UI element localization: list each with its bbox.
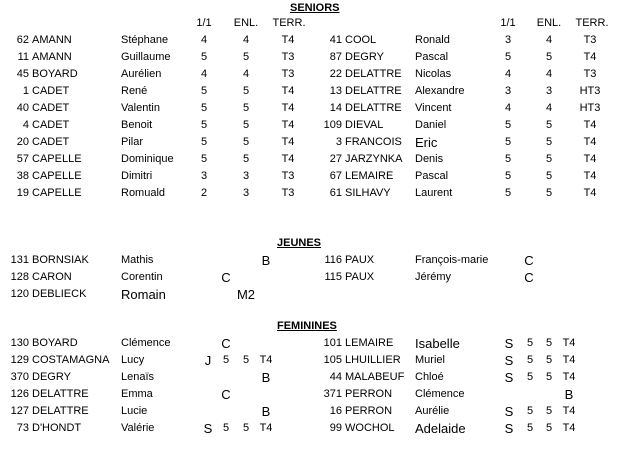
value-1-1: 4 (504, 102, 512, 114)
value-enl: 5 (545, 405, 553, 417)
value-1-1: 3 (200, 170, 208, 182)
value-enl: 4 (545, 102, 553, 114)
category: S (504, 370, 514, 385)
value-enl: 5 (242, 102, 250, 114)
player-lastname: AMANN (32, 34, 72, 46)
player-number: 19 (16, 187, 29, 199)
value-terr: HT3 (579, 102, 601, 114)
category: S (504, 404, 514, 419)
player-lastname: WOCHOL (345, 422, 395, 434)
player-lastname: DELATTRE (345, 85, 402, 97)
section-title-jeunes: JEUNES (277, 237, 322, 249)
player-lastname: LEMAIRE (345, 170, 394, 182)
value-1-1: 5 (526, 337, 534, 349)
player-number: 120 (10, 288, 29, 300)
value-enl: 5 (242, 136, 250, 148)
player-lastname: DEGRY (32, 371, 71, 383)
player-firstname: Aurélie (415, 405, 450, 417)
player-number: 13 (329, 85, 342, 97)
player-lastname: BOYARD (32, 68, 78, 80)
player-firstname: Corentin (121, 271, 163, 283)
player-lastname: PAUX (345, 254, 375, 266)
player-lastname: DIEVAL (345, 119, 384, 131)
player-firstname: Benoit (121, 119, 153, 131)
value-terr: T3 (583, 68, 597, 80)
player-number: 61 (329, 187, 342, 199)
value-enl: B (261, 404, 271, 419)
value-terr: T4 (583, 119, 597, 131)
player-number: 370 (10, 371, 29, 383)
value-terr: T4 (281, 34, 295, 46)
value-terr: T4 (281, 85, 295, 97)
value-enl: 5 (242, 422, 250, 434)
value-1-1: 5 (526, 422, 534, 434)
value-enl: 4 (545, 68, 553, 80)
value-1-1: 3 (504, 85, 512, 97)
header-enl: ENL. (536, 17, 562, 29)
player-firstname: Lucy (121, 354, 145, 366)
player-firstname: Dimitri (121, 170, 153, 182)
player-lastname: MALABEUF (345, 371, 405, 383)
player-firstname: Aurélien (121, 68, 162, 80)
value-terr: T4 (583, 153, 597, 165)
player-lastname: DEBLIECK (32, 288, 87, 300)
value-terr: T4 (259, 422, 273, 434)
player-lastname: CAPELLE (32, 170, 82, 182)
value-1-1: 5 (504, 119, 512, 131)
player-number: 41 (329, 34, 342, 46)
value-terr: T3 (281, 187, 295, 199)
value-1-1: 5 (504, 170, 512, 182)
header-terr: TERR. (575, 17, 609, 29)
player-lastname: DELATTRE (345, 102, 402, 114)
value-enl: B (261, 370, 271, 385)
player-lastname: LEMAIRE (345, 337, 394, 349)
player-lastname: PERRON (345, 405, 393, 417)
value-1-1: 5 (526, 371, 534, 383)
value-enl: 5 (545, 153, 553, 165)
category: C (221, 387, 231, 402)
category: C (524, 270, 534, 285)
section-title-seniors: SENIORS (290, 2, 340, 14)
value-enl: M2 (236, 287, 256, 302)
player-number: 101 (323, 337, 342, 349)
value-terr: T4 (583, 187, 597, 199)
value-enl: 5 (242, 51, 250, 63)
value-enl: 5 (545, 136, 553, 148)
player-firstname: Ronald (415, 34, 450, 46)
value-1-1: 5 (504, 187, 512, 199)
value-1-1: 5 (222, 422, 230, 434)
value-terr: T4 (281, 102, 295, 114)
header-terr: TERR. (272, 17, 306, 29)
value-terr: T3 (583, 34, 597, 46)
value-1-1: 5 (504, 51, 512, 63)
player-firstname: Romuald (121, 187, 166, 199)
header-enl: ENL. (233, 17, 259, 29)
player-number: 20 (16, 136, 29, 148)
player-lastname: CADET (32, 119, 70, 131)
value-1-1: 5 (200, 136, 208, 148)
player-lastname: PERRON (345, 388, 393, 400)
section-title-feminines: FEMININES (277, 320, 337, 332)
player-number: 105 (323, 354, 342, 366)
player-number: 27 (329, 153, 342, 165)
value-enl: 5 (242, 119, 250, 131)
player-number: 14 (329, 102, 342, 114)
value-terr: T4 (562, 354, 576, 366)
value-1-1: 2 (200, 187, 208, 199)
value-enl: 5 (242, 85, 250, 97)
player-lastname: CAPELLE (32, 187, 82, 199)
player-firstname: Valentin (121, 102, 160, 114)
player-firstname: Lenaïs (121, 371, 155, 383)
value-terr: T4 (583, 170, 597, 182)
value-terr: T4 (562, 422, 576, 434)
player-firstname: Valérie (121, 422, 155, 434)
player-lastname: FRANCOIS (345, 136, 402, 148)
player-number: 115 (324, 271, 342, 283)
value-enl: 5 (545, 371, 553, 383)
player-firstname: Daniel (415, 119, 447, 131)
header-1-1: 1/1 (500, 17, 516, 29)
player-lastname: CADET (32, 102, 70, 114)
value-terr: T4 (583, 51, 597, 63)
player-firstname: Mathis (121, 254, 154, 266)
player-firstname: Guillaume (121, 51, 171, 63)
value-enl: 4 (545, 34, 553, 46)
player-number: 87 (329, 51, 342, 63)
value-enl: 5 (545, 187, 553, 199)
player-lastname: DELATTRE (345, 68, 402, 80)
player-firstname: Emma (121, 388, 153, 400)
player-firstname: François-marie (415, 254, 489, 266)
player-firstname: Clémence (415, 388, 465, 400)
player-firstname: Romain (121, 287, 166, 302)
value-terr: T4 (281, 153, 295, 165)
value-terr: T4 (562, 337, 576, 349)
player-firstname: Nicolas (415, 68, 452, 80)
value-1-1: 5 (200, 102, 208, 114)
value-1-1: 5 (526, 405, 534, 417)
player-number: 73 (16, 422, 29, 434)
value-terr: T4 (583, 136, 597, 148)
player-firstname: Pascal (415, 170, 449, 182)
player-firstname: Pilar (121, 136, 144, 148)
value-terr: T3 (281, 51, 295, 63)
value-1-1: 5 (200, 153, 208, 165)
category: C (221, 336, 231, 351)
player-lastname: PAUX (345, 271, 375, 283)
player-firstname: Adelaide (415, 421, 466, 436)
player-number: 4 (22, 119, 29, 131)
player-number: 130 (10, 337, 29, 349)
player-number: 127 (10, 405, 29, 417)
value-terr: T4 (281, 119, 295, 131)
player-lastname: AMANN (32, 51, 72, 63)
player-firstname: Muriel (415, 354, 445, 366)
player-lastname: D'HONDT (32, 422, 82, 434)
player-number: 62 (16, 34, 29, 46)
player-firstname: Stéphane (121, 34, 169, 46)
value-enl: 3 (242, 187, 250, 199)
player-number: 67 (329, 170, 342, 182)
header-1-1: 1/1 (196, 17, 212, 29)
player-number: 16 (329, 405, 342, 417)
category: C (524, 253, 534, 268)
player-number: 131 (10, 254, 29, 266)
player-firstname: Vincent (415, 102, 452, 114)
player-lastname: CADET (32, 136, 70, 148)
player-number: 129 (10, 354, 29, 366)
player-number: 3 (335, 136, 342, 148)
player-firstname: Eric (415, 135, 438, 150)
player-lastname: CAPELLE (32, 153, 82, 165)
value-1-1: 4 (504, 68, 512, 80)
player-firstname: Alexandre (415, 85, 465, 97)
player-number: 371 (323, 388, 342, 400)
value-enl: 5 (545, 337, 553, 349)
value-enl: 3 (545, 85, 553, 97)
value-terr: T3 (281, 68, 295, 80)
player-lastname: LHUILLIER (345, 354, 401, 366)
value-enl: 5 (545, 51, 553, 63)
player-firstname: Isabelle (415, 336, 460, 351)
player-number: 126 (10, 388, 29, 400)
value-enl: 5 (242, 153, 250, 165)
player-lastname: CADET (32, 85, 70, 97)
player-lastname: DELATTRE (32, 388, 89, 400)
value-1-1: 5 (200, 85, 208, 97)
value-terr: T3 (281, 170, 295, 182)
player-lastname: COSTAMAGNA (32, 354, 110, 366)
player-number: 116 (324, 254, 342, 266)
value-enl: B (261, 253, 271, 268)
player-firstname: René (121, 85, 148, 97)
player-firstname: Pascal (415, 51, 449, 63)
player-number: 57 (16, 153, 29, 165)
value-enl: 5 (242, 354, 250, 366)
player-firstname: Clémence (121, 337, 171, 349)
player-firstname: Lucie (121, 405, 148, 417)
player-number: 38 (16, 170, 29, 182)
player-firstname: Chloé (415, 371, 444, 383)
value-terr: HT3 (579, 85, 601, 97)
category: S (504, 421, 514, 436)
value-enl: 3 (242, 170, 250, 182)
value-1-1: 5 (222, 354, 230, 366)
value-terr: T4 (281, 136, 295, 148)
category: S (504, 353, 514, 368)
category: S (504, 336, 514, 351)
player-firstname: Jérémy (415, 271, 452, 283)
player-number: 99 (329, 422, 342, 434)
player-number: 128 (10, 271, 29, 283)
value-enl: 5 (545, 422, 553, 434)
player-lastname: DEGRY (345, 51, 384, 63)
player-lastname: CARON (32, 271, 72, 283)
value-enl: 4 (242, 68, 250, 80)
value-enl: 4 (242, 34, 250, 46)
player-firstname: Denis (415, 153, 444, 165)
player-number: 40 (16, 102, 29, 114)
value-1-1: 5 (200, 119, 208, 131)
category: C (221, 270, 231, 285)
value-enl: 5 (545, 170, 553, 182)
player-firstname: Dominique (121, 153, 174, 165)
player-number: 44 (329, 371, 342, 383)
player-lastname: SILHAVY (345, 187, 391, 199)
value-1-1: 4 (200, 68, 208, 80)
category: J (204, 353, 212, 368)
value-1-1: 4 (200, 34, 208, 46)
player-number: 45 (16, 68, 29, 80)
value-terr: B (564, 387, 574, 402)
value-terr: T4 (562, 371, 576, 383)
player-lastname: JARZYNKA (345, 153, 403, 165)
player-lastname: DELATTRE (32, 405, 89, 417)
player-lastname: BORNSIAK (32, 254, 89, 266)
player-number: 109 (323, 119, 342, 131)
player-number: 22 (329, 68, 342, 80)
category: S (203, 421, 213, 436)
value-terr: T4 (562, 405, 576, 417)
value-enl: 5 (545, 119, 553, 131)
player-lastname: BOYARD (32, 337, 78, 349)
value-enl: 5 (545, 354, 553, 366)
value-1-1: 3 (504, 34, 512, 46)
player-number: 1 (22, 85, 29, 97)
player-number: 11 (17, 51, 29, 63)
value-1-1: 5 (504, 153, 512, 165)
player-lastname: COOL (345, 34, 377, 46)
value-terr: T4 (259, 354, 273, 366)
player-firstname: Laurent (415, 187, 453, 199)
value-1-1: 5 (200, 51, 208, 63)
value-1-1: 5 (526, 354, 534, 366)
value-1-1: 5 (504, 136, 512, 148)
